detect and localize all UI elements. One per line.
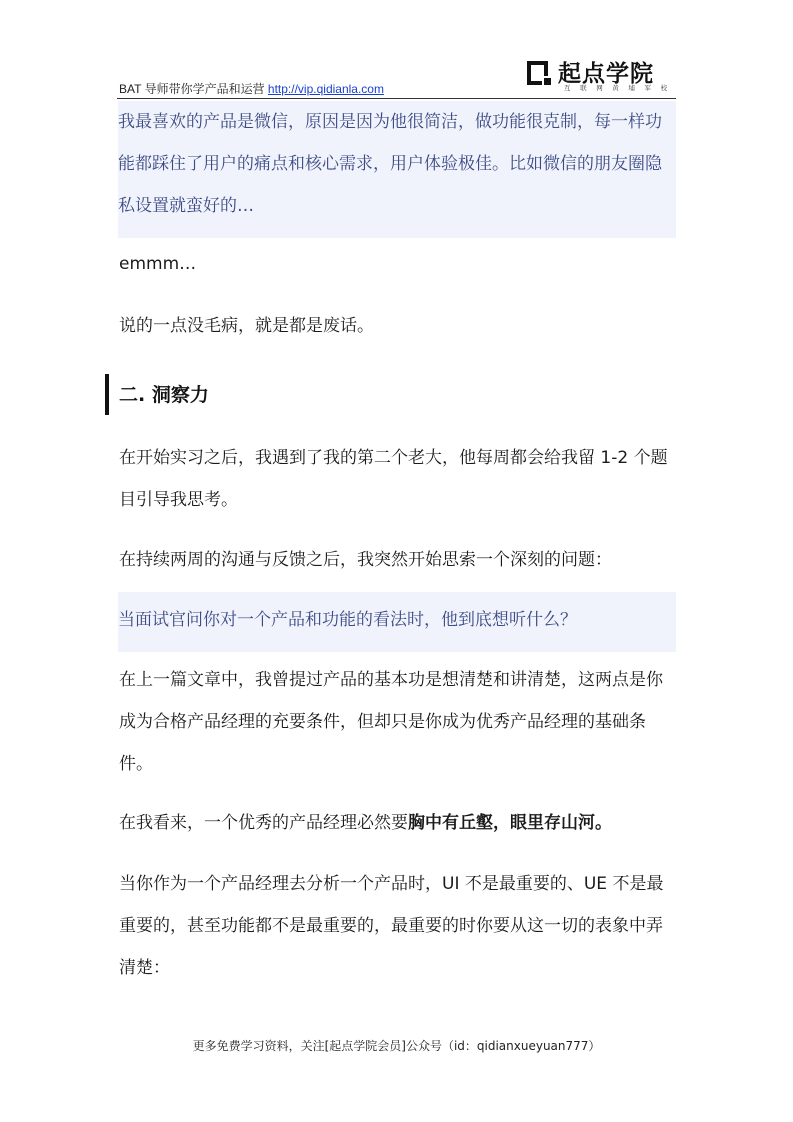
opinion-emphasis: 胸中有丘壑，眼里存山河。 <box>408 813 612 833</box>
quote-block-question <box>118 592 676 652</box>
paragraph-opinion <box>119 802 679 844</box>
paragraph-analysis: 当你作为一个产品经理去分析一个产品时，UI 不是最重要的、UE 不是最重要的，甚至功能都不是最重要的，最重要的时你要从这一切的表象中弄清楚： <box>119 874 664 978</box>
opinion-text: 在我看来，一个优秀的产品经理必然要 <box>119 813 408 833</box>
header-text <box>119 80 384 97</box>
section-heading: 二. 洞察力 <box>119 384 209 406</box>
logo <box>524 56 676 94</box>
paragraph-question-intro: 在持续两周的沟通与反馈之后，我突然开始思索一个深刻的问题： <box>119 550 612 570</box>
heading-accent-bar <box>105 374 109 415</box>
paragraph-internship: 在开始实习之后，我遇到了我的第二个老大，他每周都会给我留 1-2 个题目引导我思考。 <box>119 448 668 510</box>
header-divider <box>117 98 676 99</box>
paragraph-verdict: 说的一点没毛病，就是都是废话。 <box>119 316 374 336</box>
paragraph-basic-skills: 在上一篇文章中，我曾提过产品的基本功是想清楚和讲清楚，这两点是你成为合格产品经理的充要条件，但却只是你成为优秀产品经理的基础条件。 <box>119 670 663 774</box>
quote-block <box>118 101 676 238</box>
qidian-logo-icon <box>524 58 554 88</box>
quote-text: 我最喜欢的产品是微信，原因是因为他很简洁，做功能很克制，每一样功能都踩住了用户的痛点和核心需求，用户体验极佳。比如微信的朋友圈隐私设置就蛮好的… <box>118 112 662 216</box>
paragraph-emmm: emmm… <box>119 254 197 274</box>
header-link[interactable]: http://vip.qidianla.com <box>267 82 384 96</box>
quote-text: 当面试官问你对一个产品和功能的看法时，他到底想听什么？ <box>118 610 577 630</box>
logo-name: 起点学院 <box>558 61 654 87</box>
logo-tagline: 互联网黄埔军校 <box>564 84 677 92</box>
header-title: BAT 导师带你学产品和运营 <box>119 82 268 96</box>
footer-text: 更多免费学习资料，关注[起点学院会员]公众号（id：qidianxueyuan777） <box>192 1039 601 1053</box>
